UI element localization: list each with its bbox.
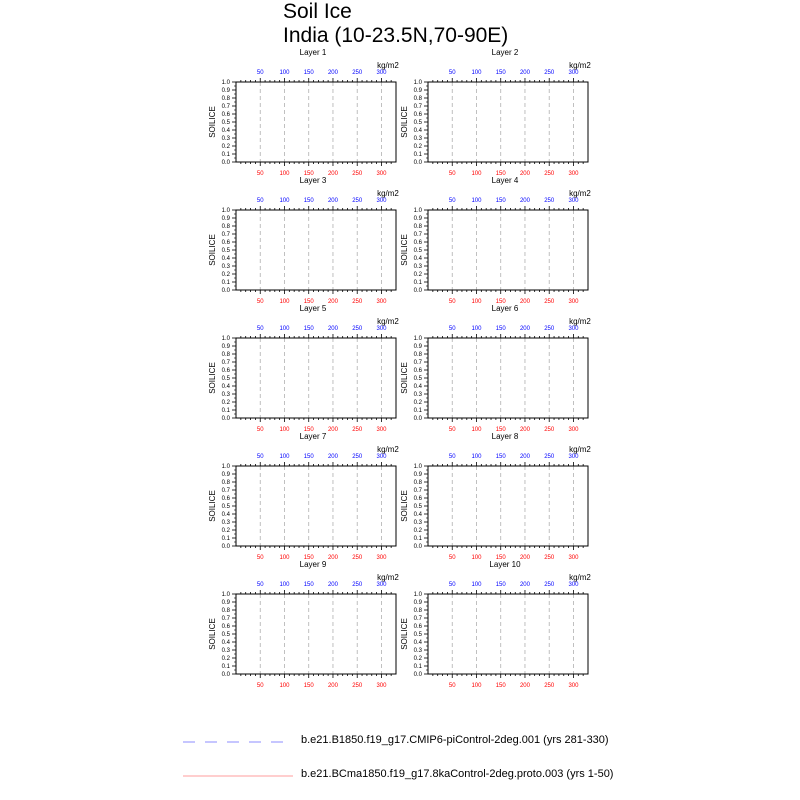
bottom-tick-label: 50 xyxy=(256,299,264,305)
bottom-tick-label: 200 xyxy=(327,555,338,561)
bottom-tick-label: 100 xyxy=(471,427,482,433)
top-axis-unit: kg/m2 xyxy=(569,573,591,582)
panel-layer-10 xyxy=(400,560,591,689)
panel-layer-5 xyxy=(208,304,399,433)
bottom-tick-label: 300 xyxy=(376,299,387,305)
y-tick-label: 0.2 xyxy=(221,400,230,406)
y-tick-label: 0.5 xyxy=(221,632,230,638)
top-tick-label: 50 xyxy=(448,326,456,332)
y-tick-label: 0.1 xyxy=(413,664,422,670)
plot-frame xyxy=(236,82,396,162)
y-tick-label: 0.4 xyxy=(221,256,230,262)
y-tick-label: 0.4 xyxy=(221,640,230,646)
y-tick-label: 0.3 xyxy=(413,648,422,654)
bottom-tick-label: 50 xyxy=(256,555,264,561)
y-tick-label: 0.5 xyxy=(221,120,230,126)
top-tick-label: 100 xyxy=(471,326,482,332)
y-tick-label: 0.1 xyxy=(413,536,422,542)
panel-layer-3 xyxy=(208,176,399,305)
bottom-tick-label: 150 xyxy=(495,427,506,433)
legend-dashed-line xyxy=(183,732,293,752)
legend-entry-2 xyxy=(180,766,740,786)
panel-title: Layer 8 xyxy=(491,432,519,441)
bottom-tick-label: 150 xyxy=(303,555,314,561)
top-tick-label: 300 xyxy=(376,582,387,588)
panel-layer-1 xyxy=(208,48,399,177)
bottom-tick-label: 100 xyxy=(471,171,482,177)
y-tick-label: 0.4 xyxy=(413,256,422,262)
y-tick-label: 0.8 xyxy=(221,608,230,614)
y-tick-label: 0.6 xyxy=(221,624,230,630)
top-tick-label: 50 xyxy=(448,454,456,460)
y-tick-label: 0.2 xyxy=(413,400,422,406)
y-axis-label: SOILICE xyxy=(400,106,409,138)
y-tick-label: 0.8 xyxy=(221,480,230,486)
y-tick-label: 0.0 xyxy=(413,416,422,422)
y-tick-label: 0.9 xyxy=(221,472,230,478)
top-tick-label: 100 xyxy=(471,198,482,204)
bottom-tick-label: 100 xyxy=(279,555,290,561)
y-tick-label: 1.0 xyxy=(413,592,422,598)
y-tick-label: 0.3 xyxy=(413,136,422,142)
top-tick-label: 200 xyxy=(327,454,338,460)
y-axis-label: SOILICE xyxy=(208,234,217,266)
plot-frame xyxy=(428,82,588,162)
y-tick-label: 0.3 xyxy=(221,392,230,398)
y-tick-label: 0.0 xyxy=(221,672,230,678)
bottom-tick-label: 250 xyxy=(352,171,363,177)
y-tick-label: 1.0 xyxy=(413,80,422,86)
y-tick-label: 0.0 xyxy=(221,416,230,422)
y-tick-label: 0.4 xyxy=(413,384,422,390)
y-tick-label: 0.2 xyxy=(413,272,422,278)
y-tick-label: 0.9 xyxy=(413,344,422,350)
y-tick-label: 0.8 xyxy=(413,96,422,102)
y-tick-label: 1.0 xyxy=(221,592,230,598)
y-tick-label: 0.8 xyxy=(413,352,422,358)
top-tick-label: 100 xyxy=(279,198,290,204)
bottom-tick-label: 200 xyxy=(519,171,530,177)
bottom-tick-label: 150 xyxy=(495,299,506,305)
legend-label-2: b.e21.BCma1850.f19_g17.8kaControl-2deg.proto.003 (yrs 1-50) xyxy=(301,768,614,780)
top-tick-label: 300 xyxy=(568,582,579,588)
top-tick-label: 150 xyxy=(495,198,506,204)
y-axis-label: SOILICE xyxy=(400,490,409,522)
top-tick-label: 50 xyxy=(256,198,264,204)
panel-title: Layer 9 xyxy=(299,560,327,569)
y-tick-label: 0.8 xyxy=(413,224,422,230)
y-tick-label: 0.1 xyxy=(413,280,422,286)
y-tick-label: 0.4 xyxy=(221,128,230,134)
bottom-tick-label: 150 xyxy=(303,427,314,433)
y-tick-label: 0.4 xyxy=(413,128,422,134)
plot-frame xyxy=(428,594,588,674)
y-tick-label: 0.7 xyxy=(221,488,230,494)
y-tick-label: 0.3 xyxy=(221,264,230,270)
y-tick-label: 0.7 xyxy=(413,104,422,110)
bottom-tick-label: 100 xyxy=(279,427,290,433)
bottom-tick-label: 50 xyxy=(448,683,456,689)
top-tick-label: 200 xyxy=(327,198,338,204)
panel-layer-4 xyxy=(400,176,591,305)
y-tick-label: 1.0 xyxy=(221,208,230,214)
top-tick-label: 100 xyxy=(471,582,482,588)
panel-layer-2 xyxy=(400,48,591,177)
panel-title: Layer 2 xyxy=(491,48,519,57)
y-tick-label: 0.9 xyxy=(221,216,230,222)
top-tick-label: 150 xyxy=(495,454,506,460)
top-tick-label: 50 xyxy=(256,326,264,332)
bottom-tick-label: 150 xyxy=(495,171,506,177)
y-tick-label: 0.4 xyxy=(413,512,422,518)
plot-frame xyxy=(236,338,396,418)
y-tick-label: 0.8 xyxy=(221,352,230,358)
title-line-2: India (10-23.5N,70-90E) xyxy=(283,24,509,47)
y-tick-label: 0.1 xyxy=(221,280,230,286)
bottom-tick-label: 300 xyxy=(568,683,579,689)
top-tick-label: 50 xyxy=(448,582,456,588)
top-tick-label: 250 xyxy=(544,198,555,204)
top-tick-label: 100 xyxy=(279,326,290,332)
legend-entry-1 xyxy=(180,732,740,752)
top-axis-unit: kg/m2 xyxy=(377,445,399,454)
y-tick-label: 0.2 xyxy=(221,144,230,150)
top-axis-unit: kg/m2 xyxy=(569,445,591,454)
top-tick-label: 200 xyxy=(519,70,530,76)
top-tick-label: 300 xyxy=(376,198,387,204)
bottom-tick-label: 50 xyxy=(448,171,456,177)
y-tick-label: 0.8 xyxy=(413,608,422,614)
y-tick-label: 1.0 xyxy=(413,464,422,470)
bottom-tick-label: 100 xyxy=(279,299,290,305)
y-tick-label: 0.9 xyxy=(413,472,422,478)
bottom-tick-label: 200 xyxy=(519,555,530,561)
top-axis-unit: kg/m2 xyxy=(377,573,399,582)
bottom-tick-label: 50 xyxy=(256,683,264,689)
bottom-tick-label: 150 xyxy=(303,299,314,305)
y-tick-label: 0.0 xyxy=(221,544,230,550)
bottom-tick-label: 200 xyxy=(519,299,530,305)
y-tick-label: 0.7 xyxy=(221,360,230,366)
legend-label-1: b.e21.B1850.f19_g17.CMIP6-piControl-2deg.001 (yrs 281-330) xyxy=(301,734,609,746)
y-tick-label: 0.7 xyxy=(221,616,230,622)
top-tick-label: 200 xyxy=(519,198,530,204)
top-axis-unit: kg/m2 xyxy=(377,317,399,326)
bottom-tick-label: 300 xyxy=(376,683,387,689)
panel-title: Layer 6 xyxy=(491,304,519,313)
y-tick-label: 0.1 xyxy=(413,152,422,158)
y-tick-label: 0.7 xyxy=(413,232,422,238)
bottom-tick-label: 300 xyxy=(568,299,579,305)
y-tick-label: 0.9 xyxy=(413,88,422,94)
y-tick-label: 0.6 xyxy=(221,368,230,374)
y-tick-label: 0.4 xyxy=(221,384,230,390)
bottom-tick-label: 100 xyxy=(471,299,482,305)
y-tick-label: 0.3 xyxy=(413,264,422,270)
y-tick-label: 0.5 xyxy=(413,376,422,382)
y-tick-label: 0.5 xyxy=(221,376,230,382)
y-axis-label: SOILICE xyxy=(208,618,217,650)
bottom-tick-label: 250 xyxy=(352,427,363,433)
y-tick-label: 0.4 xyxy=(221,512,230,518)
y-tick-label: 0.2 xyxy=(221,656,230,662)
bottom-tick-label: 200 xyxy=(327,427,338,433)
plot-frame xyxy=(236,210,396,290)
bottom-tick-label: 200 xyxy=(327,171,338,177)
y-tick-label: 0.2 xyxy=(413,656,422,662)
y-tick-label: 0.3 xyxy=(413,520,422,526)
top-tick-label: 250 xyxy=(544,70,555,76)
y-tick-label: 0.7 xyxy=(413,488,422,494)
y-tick-label: 0.6 xyxy=(413,240,422,246)
top-tick-label: 300 xyxy=(376,70,387,76)
legend-solid-line xyxy=(183,766,293,786)
bottom-tick-label: 300 xyxy=(376,171,387,177)
top-tick-label: 300 xyxy=(568,70,579,76)
bottom-tick-label: 100 xyxy=(279,683,290,689)
title-line-1: Soil Ice xyxy=(283,0,352,23)
y-tick-label: 0.1 xyxy=(221,536,230,542)
bottom-tick-label: 50 xyxy=(448,427,456,433)
top-tick-label: 150 xyxy=(495,70,506,76)
top-tick-label: 150 xyxy=(303,326,314,332)
top-tick-label: 50 xyxy=(448,70,456,76)
top-tick-label: 200 xyxy=(519,454,530,460)
y-axis-label: SOILICE xyxy=(208,106,217,138)
bottom-tick-label: 300 xyxy=(376,427,387,433)
y-tick-label: 0.9 xyxy=(413,600,422,606)
y-axis-label: SOILICE xyxy=(400,362,409,394)
y-tick-label: 0.8 xyxy=(413,480,422,486)
bottom-tick-label: 250 xyxy=(544,299,555,305)
bottom-tick-label: 250 xyxy=(352,555,363,561)
y-tick-label: 0.0 xyxy=(413,544,422,550)
y-tick-label: 0.4 xyxy=(413,640,422,646)
panel-layer-7 xyxy=(208,432,399,561)
top-tick-label: 250 xyxy=(352,198,363,204)
y-tick-label: 0.2 xyxy=(413,144,422,150)
top-tick-label: 100 xyxy=(279,454,290,460)
y-tick-label: 0.7 xyxy=(221,104,230,110)
y-tick-label: 0.9 xyxy=(221,600,230,606)
y-tick-label: 1.0 xyxy=(221,80,230,86)
bottom-tick-label: 150 xyxy=(303,171,314,177)
y-tick-label: 1.0 xyxy=(221,336,230,342)
top-tick-label: 200 xyxy=(327,326,338,332)
top-tick-label: 200 xyxy=(519,326,530,332)
y-tick-label: 0.5 xyxy=(413,632,422,638)
top-tick-label: 50 xyxy=(256,70,264,76)
top-tick-label: 250 xyxy=(352,326,363,332)
y-tick-label: 0.8 xyxy=(221,224,230,230)
top-tick-label: 250 xyxy=(352,454,363,460)
top-tick-label: 100 xyxy=(471,454,482,460)
y-tick-label: 0.0 xyxy=(413,288,422,294)
top-tick-label: 200 xyxy=(327,582,338,588)
y-tick-label: 0.6 xyxy=(221,240,230,246)
bottom-tick-label: 200 xyxy=(519,427,530,433)
y-tick-label: 0.1 xyxy=(221,152,230,158)
top-axis-unit: kg/m2 xyxy=(569,317,591,326)
bottom-tick-label: 250 xyxy=(544,171,555,177)
plot-frame xyxy=(428,210,588,290)
y-tick-label: 0.3 xyxy=(221,648,230,654)
bottom-tick-label: 150 xyxy=(495,555,506,561)
y-tick-label: 0.7 xyxy=(221,232,230,238)
y-axis-label: SOILICE xyxy=(208,362,217,394)
top-tick-label: 100 xyxy=(279,70,290,76)
y-axis-label: SOILICE xyxy=(400,234,409,266)
y-axis-label: SOILICE xyxy=(400,618,409,650)
y-tick-label: 0.5 xyxy=(413,120,422,126)
y-tick-label: 0.2 xyxy=(221,272,230,278)
top-tick-label: 250 xyxy=(352,582,363,588)
y-tick-label: 0.6 xyxy=(413,496,422,502)
y-tick-label: 1.0 xyxy=(221,464,230,470)
y-tick-label: 0.5 xyxy=(221,504,230,510)
top-tick-label: 100 xyxy=(279,582,290,588)
top-tick-label: 150 xyxy=(495,326,506,332)
top-tick-label: 150 xyxy=(303,454,314,460)
bottom-tick-label: 100 xyxy=(471,555,482,561)
panel-layer-6 xyxy=(400,304,591,433)
top-tick-label: 300 xyxy=(568,326,579,332)
top-tick-label: 50 xyxy=(448,198,456,204)
y-tick-label: 0.1 xyxy=(221,664,230,670)
y-tick-label: 0.1 xyxy=(413,408,422,414)
top-tick-label: 50 xyxy=(256,454,264,460)
top-tick-label: 150 xyxy=(303,70,314,76)
y-tick-label: 0.1 xyxy=(221,408,230,414)
top-tick-label: 250 xyxy=(544,454,555,460)
y-tick-label: 0.7 xyxy=(413,616,422,622)
bottom-tick-label: 250 xyxy=(544,683,555,689)
top-tick-label: 100 xyxy=(471,70,482,76)
top-tick-label: 200 xyxy=(519,582,530,588)
top-tick-label: 250 xyxy=(544,326,555,332)
bottom-tick-label: 300 xyxy=(376,555,387,561)
top-tick-label: 150 xyxy=(495,582,506,588)
top-axis-unit: kg/m2 xyxy=(569,61,591,70)
bottom-tick-label: 250 xyxy=(544,555,555,561)
bottom-tick-label: 250 xyxy=(544,427,555,433)
plot-frame xyxy=(236,594,396,674)
y-tick-label: 0.3 xyxy=(221,136,230,142)
y-tick-label: 0.5 xyxy=(221,248,230,254)
y-tick-label: 0.6 xyxy=(413,368,422,374)
y-tick-label: 1.0 xyxy=(413,208,422,214)
y-tick-label: 0.8 xyxy=(221,96,230,102)
bottom-tick-label: 250 xyxy=(352,683,363,689)
y-tick-label: 0.9 xyxy=(221,88,230,94)
y-tick-label: 0.6 xyxy=(413,112,422,118)
y-tick-label: 0.9 xyxy=(413,216,422,222)
bottom-tick-label: 100 xyxy=(279,171,290,177)
y-tick-label: 0.0 xyxy=(413,160,422,166)
y-tick-label: 0.0 xyxy=(221,160,230,166)
panel-title: Layer 1 xyxy=(299,48,327,57)
bottom-tick-label: 100 xyxy=(471,683,482,689)
plot-frame xyxy=(428,466,588,546)
plot-frame xyxy=(428,338,588,418)
bottom-tick-label: 50 xyxy=(256,427,264,433)
top-axis-unit: kg/m2 xyxy=(377,189,399,198)
top-axis-unit: kg/m2 xyxy=(569,189,591,198)
bottom-tick-label: 300 xyxy=(568,171,579,177)
top-tick-label: 50 xyxy=(256,582,264,588)
top-tick-label: 150 xyxy=(303,582,314,588)
panel-title: Layer 5 xyxy=(299,304,327,313)
y-tick-label: 0.6 xyxy=(413,624,422,630)
panel-title: Layer 3 xyxy=(299,176,327,185)
bottom-tick-label: 50 xyxy=(448,555,456,561)
y-axis-label: SOILICE xyxy=(208,490,217,522)
y-tick-label: 0.6 xyxy=(221,496,230,502)
bottom-tick-label: 200 xyxy=(519,683,530,689)
bottom-tick-label: 300 xyxy=(568,427,579,433)
y-tick-label: 0.6 xyxy=(221,112,230,118)
top-tick-label: 300 xyxy=(568,454,579,460)
y-tick-label: 0.3 xyxy=(413,392,422,398)
top-tick-label: 300 xyxy=(568,198,579,204)
y-tick-label: 0.5 xyxy=(413,504,422,510)
y-tick-label: 1.0 xyxy=(413,336,422,342)
y-tick-label: 0.2 xyxy=(221,528,230,534)
bottom-tick-label: 300 xyxy=(568,555,579,561)
bottom-tick-label: 50 xyxy=(448,299,456,305)
y-tick-label: 0.5 xyxy=(413,248,422,254)
bottom-tick-label: 50 xyxy=(256,171,264,177)
bottom-tick-label: 150 xyxy=(303,683,314,689)
y-tick-label: 0.9 xyxy=(221,344,230,350)
plot-frame xyxy=(236,466,396,546)
bottom-tick-label: 250 xyxy=(352,299,363,305)
y-tick-label: 0.2 xyxy=(413,528,422,534)
top-tick-label: 150 xyxy=(303,198,314,204)
top-tick-label: 250 xyxy=(352,70,363,76)
bottom-tick-label: 200 xyxy=(327,299,338,305)
panel-title: Layer 4 xyxy=(491,176,519,185)
bottom-tick-label: 150 xyxy=(495,683,506,689)
panel-title: Layer 10 xyxy=(489,560,521,569)
panel-title: Layer 7 xyxy=(299,432,327,441)
y-tick-label: 0.3 xyxy=(221,520,230,526)
top-tick-label: 300 xyxy=(376,326,387,332)
panel-layer-8 xyxy=(400,432,591,561)
bottom-tick-label: 200 xyxy=(327,683,338,689)
top-tick-label: 300 xyxy=(376,454,387,460)
y-tick-label: 0.7 xyxy=(413,360,422,366)
y-tick-label: 0.0 xyxy=(221,288,230,294)
top-tick-label: 200 xyxy=(327,70,338,76)
top-tick-label: 250 xyxy=(544,582,555,588)
y-tick-label: 0.0 xyxy=(413,672,422,678)
top-axis-unit: kg/m2 xyxy=(377,61,399,70)
panel-layer-9 xyxy=(208,560,399,689)
